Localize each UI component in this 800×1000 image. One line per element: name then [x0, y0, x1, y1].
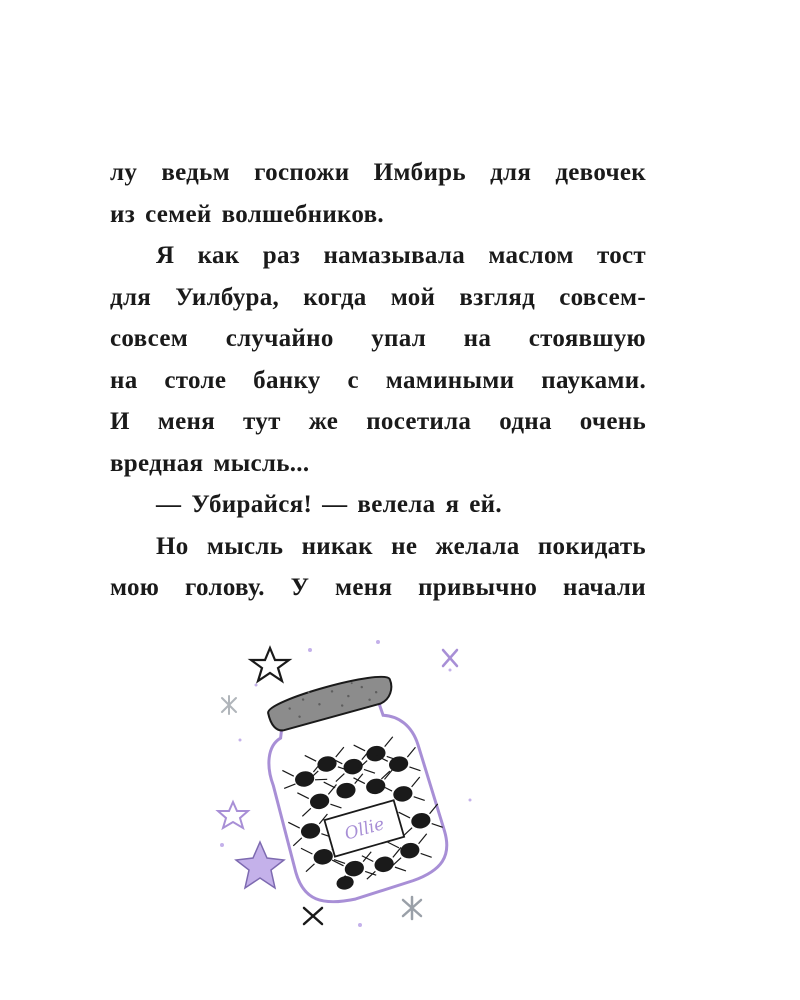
- text-line: на столе банку с мамиными пауками.: [110, 366, 646, 394]
- jar: [255, 668, 455, 911]
- star-outline-icon: [251, 648, 289, 681]
- text-line: И меня тут же посетила одна очень: [110, 408, 646, 435]
- text-line: для Уилбура, когда мой взгляд совсем-: [110, 283, 646, 311]
- star-filled-icon: [236, 842, 284, 888]
- text-line: лу ведьм госпожи Имбирь для девочек: [110, 159, 646, 186]
- text-line: Но мысль никак не желала покидать: [156, 532, 646, 560]
- text-line: из семей волшебников.: [110, 200, 384, 228]
- asterisk-steel-icon: [403, 897, 421, 919]
- spider-jar-illustration: [200, 630, 500, 940]
- text-line: мою голову. У меня привычно начали: [110, 574, 646, 601]
- asterisk-black-icon: [304, 908, 322, 924]
- text-line: — Убирайся! — велела я ей.: [156, 491, 502, 518]
- text-line: вредная мысль...: [110, 449, 310, 477]
- text-line: Я как раз намазывала маслом тост: [156, 242, 646, 269]
- page-text: [110, 152, 646, 609]
- asterisk-purple-icon: [443, 650, 457, 666]
- text-line: совсем случайно упал на стоявшую: [110, 325, 646, 352]
- asterisk-gray-icon: [222, 696, 236, 714]
- jar-label-text: Ollie: [342, 814, 387, 845]
- star-outline-purple-icon: [218, 802, 248, 828]
